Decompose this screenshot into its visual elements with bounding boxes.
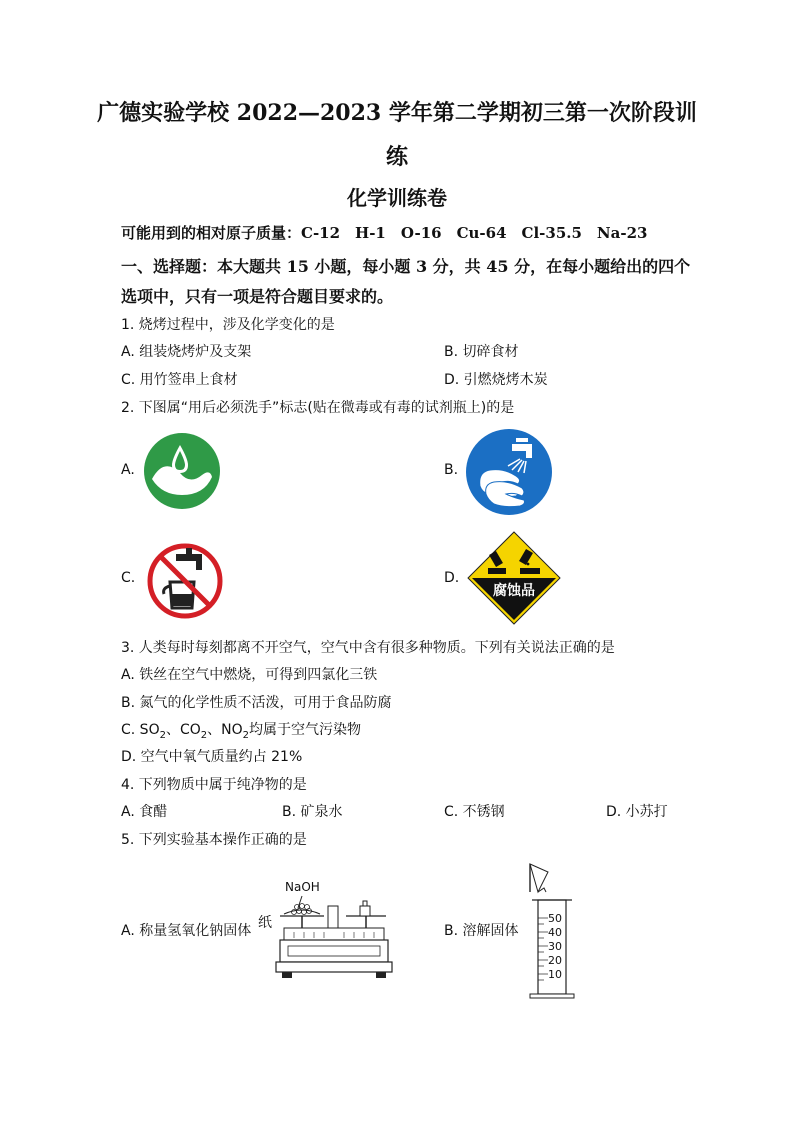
cylinder-mark-50: 50 (548, 912, 562, 925)
q3-option-d: D. 空气中氧气质量约占 21% (121, 749, 303, 765)
naoh-label: NaOH (285, 880, 320, 894)
cylinder-mark-30: 30 (548, 940, 562, 953)
q2-stem: 2. 下图属“用后必须洗手”标志(贴在微毒或有毒的试剂瓶上)的是 (121, 400, 515, 416)
green-water-sign-icon (142, 431, 222, 511)
q1-option-b: B. 切碎食材 (444, 344, 519, 360)
q1-stem: 1. 烧烤过程中，涉及化学变化的是 (121, 317, 335, 333)
q5-option-b: B. 溶解固体 (444, 923, 519, 939)
q2-option-c: C. (121, 570, 136, 586)
page-title-line2: 练 (385, 144, 408, 170)
q2-option-b: B. (444, 462, 459, 478)
cylinder-mark-10: 10 (548, 968, 562, 981)
page-subtitle: 化学训练卷 (347, 186, 447, 210)
balance-figure (274, 892, 394, 982)
q4-option-d: D. 小苏打 (606, 804, 668, 820)
q4-option-b: B. 矿泉水 (282, 804, 343, 820)
corrosive-sign-text: 腐蚀品 (493, 583, 535, 599)
q1-option-d: D. 引燃烧烤木炭 (444, 372, 548, 388)
section-heading-1: 一、选择题：本大题共 15 小题，每小题 3 分，共 45 分，在每小题给出的四个 (121, 257, 691, 276)
q4-stem: 4. 下列物质中属于纯净物的是 (121, 777, 307, 793)
q5-stem: 5. 下列实验基本操作正确的是 (121, 832, 307, 848)
q5-option-a: A. 称量氢氧化钠固体 (121, 923, 252, 939)
q4-option-c: C. 不锈钢 (444, 804, 505, 820)
q3-option-b: B. 氮气的化学性质不活泼，可用于食品防腐 (121, 695, 392, 711)
page-title-line1: 广德实验学校 2022—2023 学年第二学期初三第一次阶段训 (97, 100, 697, 126)
no-drinking-sign-icon (146, 542, 224, 620)
q3-option-a: A. 铁丝在空气中燃烧，可得到四氯化三铁 (121, 667, 378, 683)
cylinder-mark-40: 40 (548, 926, 562, 939)
q1-option-a: A. 组装烧烤炉及支架 (121, 344, 252, 360)
section-heading-2: 选项中，只有一项是符合题目要求的。 (121, 287, 394, 306)
q2-option-d: D. (444, 570, 460, 586)
q2-option-a: A. (121, 462, 135, 478)
paper-label: 纸 (258, 915, 272, 931)
corrosive-sign-icon (466, 530, 562, 626)
atomic-masses: 可能用到的相对原子质量：C-12 H-1 O-16 Cu-64 Cl-35.5 Na-23 (121, 224, 648, 242)
q3-stem: 3. 人类每时每刻都离不开空气，空气中含有很多种物质。下列有关说法正确的是 (121, 640, 615, 656)
wash-hands-sign-icon (464, 428, 554, 516)
q4-option-a: A. 食醋 (121, 804, 168, 820)
cylinder-mark-20: 20 (548, 954, 562, 967)
q3-option-c: C. $SO_2$、$CO_2$、$NO_2$均属于空气污染物 (121, 722, 362, 741)
q1-option-c: C. 用竹签串上食材 (121, 372, 238, 388)
